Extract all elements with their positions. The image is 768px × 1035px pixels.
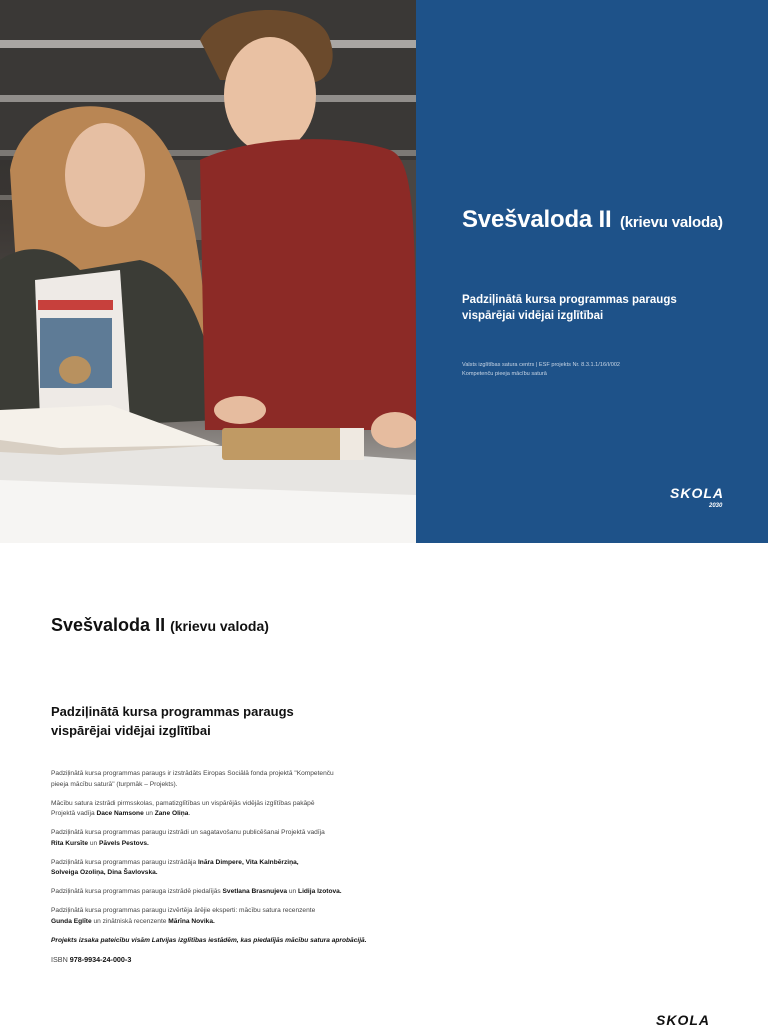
logo-year-text: 2030 — [709, 503, 723, 508]
p6-mid: un zinātniskā recenzente — [91, 917, 169, 925]
cover-credits-line1: Valsts izglītības satura centrs | ESF projekts Nr. 8.3.1.1/16/I/002 — [462, 362, 621, 368]
students-reading-photo — [0, 0, 416, 543]
credits-paragraph-2 — [51, 799, 411, 820]
logo-main-text: SKOLA — [670, 485, 724, 501]
credits-paragraph-4 — [51, 858, 411, 879]
p4-line1 — [51, 858, 411, 869]
credits-paragraph-5 — [51, 887, 411, 898]
p2-text-a: Projektā vadīja — [51, 810, 97, 817]
cover-title-panel — [416, 0, 768, 543]
cover-subtitle-line2: vispārējai vidējai izglītībai — [462, 310, 604, 322]
p4-text-a: Padziļinātā kursa programmas paraugu izstrādāja — [51, 858, 198, 866]
p5-text-a: Padziļinātā kursa programmas parauga izstrādē piedalījās — [51, 888, 223, 895]
skola-logo-small — [656, 1011, 720, 1035]
p6-line2 — [51, 917, 411, 928]
p6-name1: Gunda Eglīte — [51, 917, 92, 925]
inner-title — [51, 615, 269, 636]
credits-paragraph-3 — [51, 828, 411, 849]
p4-line2 — [51, 868, 411, 879]
credits-block — [51, 769, 411, 974]
p5-name2: Lidija Izotova. — [298, 888, 342, 895]
isbn-label: ISBN — [51, 954, 70, 964]
p5-line1 — [51, 887, 411, 898]
cover-title — [462, 206, 723, 234]
p3-and: un — [88, 839, 100, 847]
credits-paragraph-6 — [51, 906, 411, 927]
p1-line1: Padziļinātā kursa programmas paraugs ir izstrādāts Eiropas Sociālā fonda projektā "Kompetenču — [51, 770, 334, 777]
inner-subtitle-line1: Padziļinātā kursa programmas paraugs — [51, 704, 294, 719]
p2-name1: Dace Namsone — [96, 810, 144, 817]
p2-text-b: un — [143, 810, 155, 817]
skola-2030-logo — [670, 484, 734, 508]
photo-illustration — [0, 0, 416, 543]
p1-line2: pieeja mācību saturā" (turpmāk – Projekts). — [51, 780, 178, 788]
p6-line1: Padziļinātā kursa programmas paraugu izvērtēja ārējie eksperti: mācību satura recenzente — [51, 907, 316, 914]
p2-name2: Zane Oliņa — [154, 810, 189, 817]
inner-page — [0, 543, 768, 1028]
p5-name1: Svetlana Brasnujeva — [222, 888, 288, 895]
p2-line2 — [51, 809, 411, 820]
isbn-line — [51, 955, 411, 966]
p6-name2: Mārīna Novika. — [168, 917, 215, 925]
cover-credits-line2: Kompetenču pieeja mācību saturā — [462, 371, 547, 377]
inner-subtitle-line2: vispārējai vidējai izglītībai — [51, 723, 211, 738]
p3-line2 — [51, 839, 411, 850]
cover-subtitle — [462, 292, 752, 324]
p2-text-c: . — [188, 810, 191, 817]
cover-title-language: (krievu valoda) — [619, 214, 723, 231]
cover-subtitle-line1: Padziļinātā kursa programmas paraugs — [462, 294, 677, 306]
p5-and: un — [287, 888, 299, 895]
p4-names2: Solveiga Ozoliņa, Dina Šavlovska. — [51, 869, 158, 876]
credits-paragraph-1 — [51, 769, 411, 790]
credits-thanks — [51, 936, 411, 947]
inner-title-language: (krievu valoda) — [170, 618, 269, 634]
inner-title-main: Svešvaloda II — [51, 615, 166, 635]
p3-line1: Padziļinātā kursa programmas paraugu izstrādi un sagatavošanu publicēšanai Projektā vadīja — [51, 829, 325, 836]
cover-project-credits — [462, 361, 752, 379]
thanks-text: Projekts izsaka pateicību visām Latvijas izglītības iestādēm, kas piedalījās mācību satura aprobācijā. — [51, 936, 367, 944]
p3-name1: Rita Kursīte — [51, 839, 89, 847]
inner-subtitle — [51, 702, 294, 740]
p4-names1: Ināra Dimpere, Vita Kalnbērziņa, — [197, 858, 299, 866]
p3-name2: Pāvels Pestovs. — [99, 839, 149, 847]
cover-title-main: Svešvaloda II — [462, 206, 612, 233]
p2-line1: Mācību satura izstrādi pirmsskolas, pamatizglītības un vispārējās vidējās izglītības pakāpē — [51, 799, 315, 807]
isbn-value: 978-9934-24-000-3 — [69, 954, 132, 964]
inner-logo-main-text: SKOLA — [656, 1012, 710, 1028]
